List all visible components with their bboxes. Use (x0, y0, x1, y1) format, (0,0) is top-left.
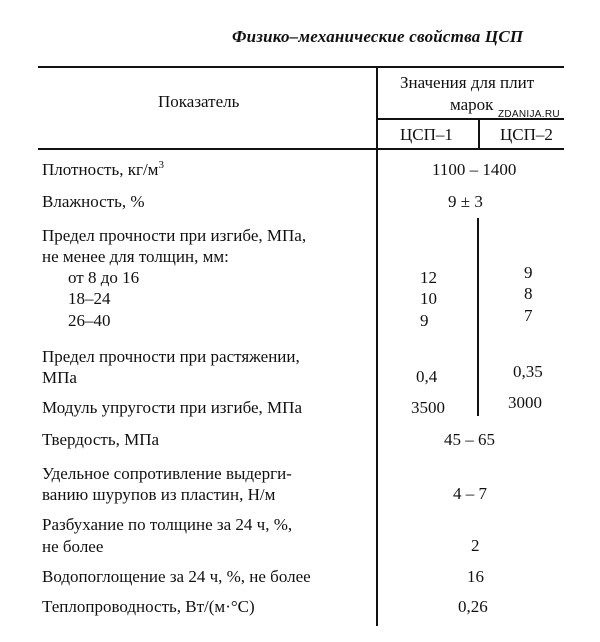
bending-c1-3: 9 (420, 311, 429, 330)
table-top-rule (38, 66, 564, 68)
header-bottom-rule (38, 148, 564, 150)
row-swelling-value: 2 (471, 536, 480, 555)
bending-c2-1: 9 (524, 263, 533, 282)
tension-c2: 0,35 (513, 362, 543, 381)
row-bending-label-2: не менее для толщин, мм: (42, 247, 229, 266)
row-hardness-label: Твердость, МПа (42, 430, 160, 449)
header-col-2: ЦСП–2 (500, 125, 553, 144)
row-conductivity-value: 0,26 (458, 597, 488, 616)
row-density-value: 1100 – 1400 (432, 160, 517, 179)
row-absorption-label: Водопоглощение за 24 ч, %, не более (42, 567, 311, 586)
bending-c2-2: 8 (524, 284, 533, 303)
bending-c1-1: 12 (420, 268, 437, 287)
row-hardness-value: 45 – 65 (444, 430, 495, 449)
row-swelling-label-2: не более (42, 537, 104, 556)
watermark: ZDANIJA.RU (498, 109, 560, 120)
row-tension-label-1: Предел прочности при растяжении, (42, 347, 300, 366)
row-tension-label-2: МПа (42, 368, 77, 387)
density-label-sup: 3 (158, 159, 164, 171)
modulus-c1: 3500 (411, 398, 445, 417)
row-bending-sub-2: 18–24 (68, 289, 111, 308)
row-humidity-value: 9 ± 3 (448, 192, 483, 211)
table-title: Физико–механические свойства ЦСП (232, 27, 524, 46)
column-divider-body (477, 218, 479, 416)
header-col-1: ЦСП–1 (400, 125, 453, 144)
density-label-text: Плотность, кг/м (42, 160, 159, 179)
row-conductivity-label: Теплопроводность, Вт/(м·°С) (42, 597, 255, 616)
row-bending-label-1: Предел прочности при изгибе, МПа, (42, 226, 307, 245)
row-absorption-value: 16 (467, 567, 484, 586)
tension-c1: 0,4 (416, 367, 438, 386)
header-values-line2: марок (450, 95, 494, 114)
column-divider-main (376, 66, 378, 626)
bending-c2-3: 7 (524, 306, 533, 325)
row-humidity-label: Влажность, % (42, 192, 145, 211)
row-screw-label-1: Удельное сопротивление выдерги- (42, 464, 292, 483)
row-density-label (42, 161, 164, 178)
row-modulus-label: Модуль упругости при изгибе, МПа (42, 398, 302, 417)
header-values-line1: Значения для плит (400, 73, 535, 92)
bending-c1-2: 10 (420, 289, 437, 308)
row-bending-sub-3: 26–40 (68, 311, 111, 330)
modulus-c2: 3000 (508, 393, 542, 412)
row-screw-label-2: ванию шурупов из пластин, Н/м (42, 485, 276, 504)
row-bending-sub-1: от 8 до 16 (68, 268, 140, 287)
column-divider-header (478, 118, 480, 148)
header-indicator: Показатель (158, 92, 240, 111)
row-swelling-label-1: Разбухание по толщине за 24 ч, %, (42, 515, 293, 534)
row-screw-value: 4 – 7 (453, 484, 487, 503)
